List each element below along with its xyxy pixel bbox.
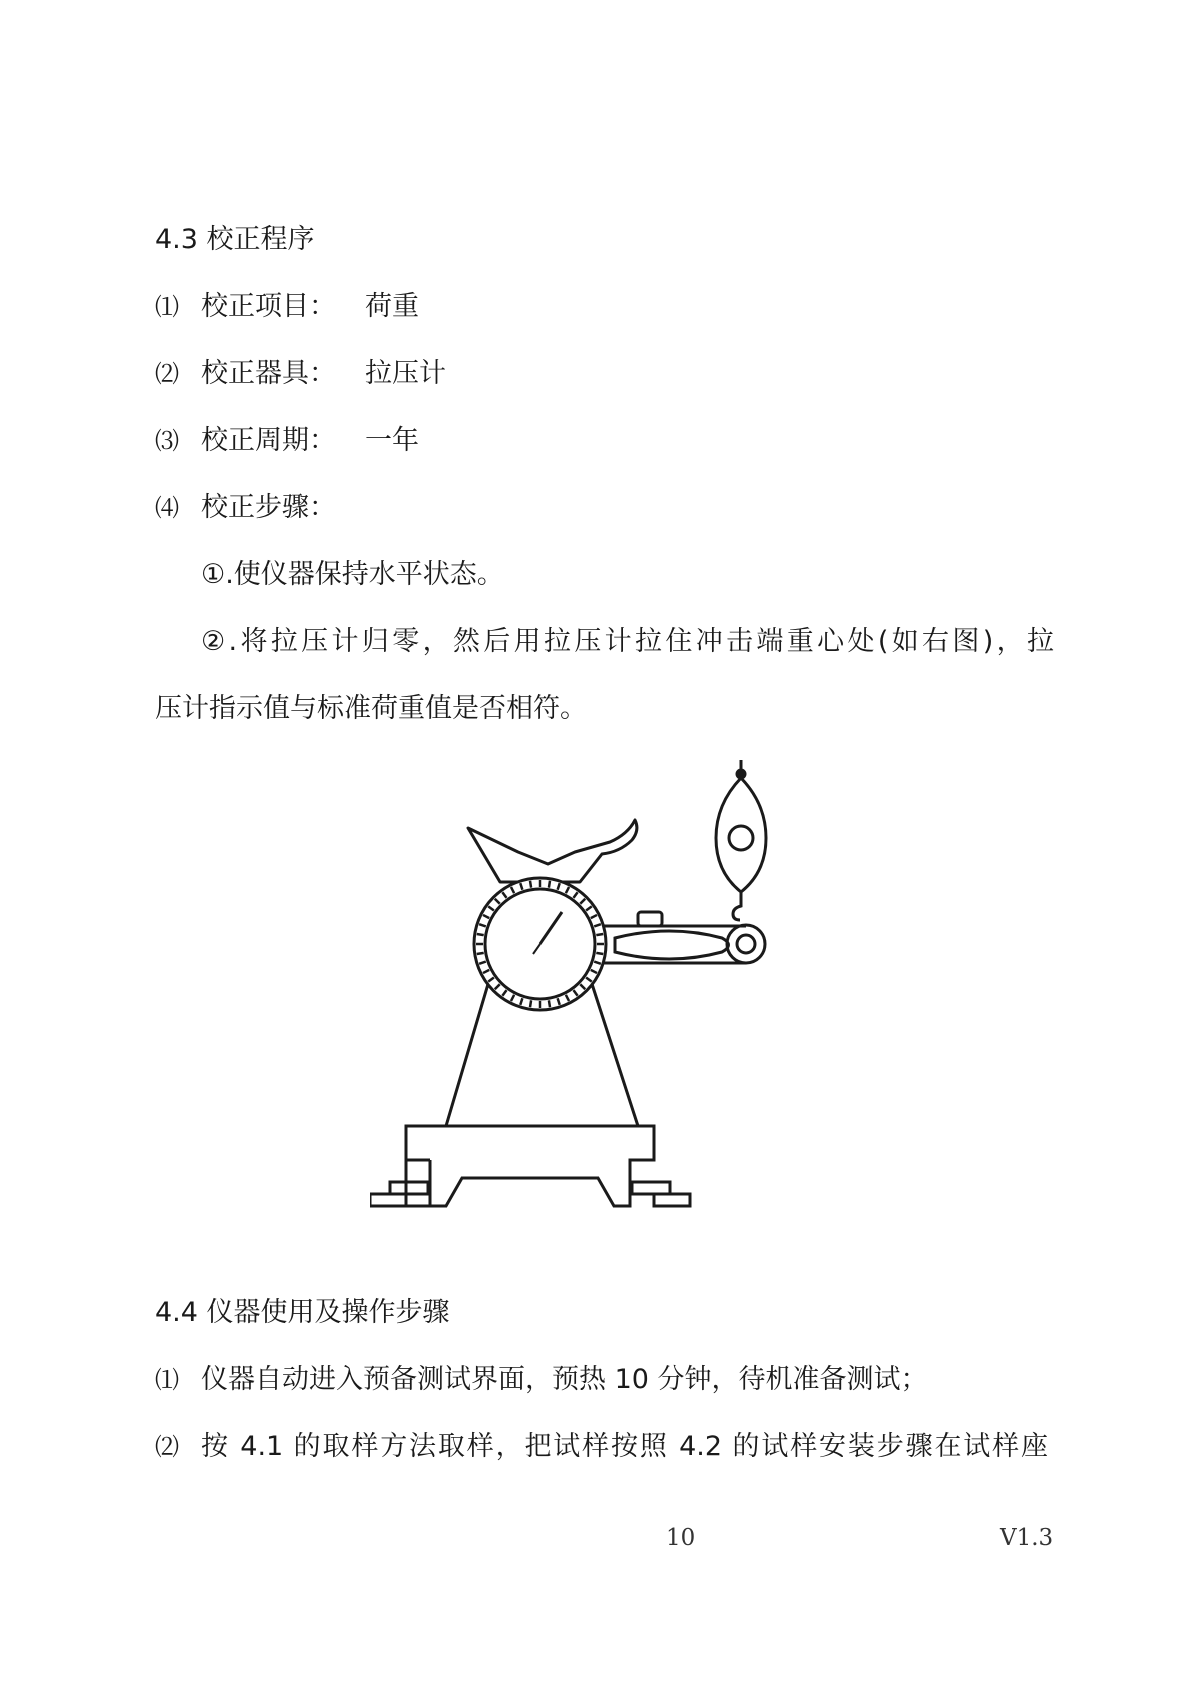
item-label: 校正周期： (201, 425, 336, 456)
support-leg-left (446, 984, 488, 1126)
step-2-line-1: ②.将拉压计归零，然后用拉压计拉住冲击端重心处(如右图)，拉 (201, 626, 1054, 657)
item-label: 校正器具： (201, 358, 336, 389)
item-text: 按 4.1 的取样方法取样，把试样按照 4.2 的试样安装步骤在试样座 (201, 1431, 1048, 1462)
dial-tick (530, 881, 531, 888)
item-number: ⑵ (155, 1433, 179, 1461)
item-value: 一年 (365, 425, 419, 456)
step-1-text: ①.使仪器保持水平状态。 (201, 559, 504, 590)
item-value: 拉压计 (365, 358, 446, 389)
base-icon (406, 1126, 654, 1206)
dial-tick (596, 934, 603, 935)
cradle-icon (468, 820, 637, 882)
push-pull-gauge-icon (716, 760, 766, 920)
page-number: 10 (666, 1525, 696, 1551)
impact-tester-calibration-diagram (370, 760, 820, 1220)
item-number: ⑵ (155, 360, 179, 388)
leveling-screw-right-icon (632, 1182, 690, 1206)
section-4-4-heading: 4.4 仪器使用及操作步骤 (155, 1297, 450, 1328)
dial-tick (549, 1000, 550, 1007)
dial-tick (549, 881, 550, 888)
section-4-3-heading: 4.3 校正程序 (155, 224, 315, 255)
dial-tick (530, 1000, 531, 1007)
dial-gauge-icon (474, 878, 606, 1010)
item-number: ⑶ (155, 427, 179, 455)
item-number: ⑴ (155, 293, 179, 321)
item-number: ⑴ (155, 1366, 179, 1394)
dial-tick (477, 953, 484, 954)
support-leg-right (592, 984, 638, 1126)
version-label: V1.3 (1000, 1525, 1054, 1551)
item-label: 校正步骤： (201, 492, 336, 523)
step-2-line-2: 压计指示值与标准荷重值是否相符。 (155, 693, 587, 724)
dial-tick (477, 934, 484, 935)
dial-tick (596, 953, 603, 954)
item-label: 校正项目： (201, 291, 336, 322)
item-value: 荷重 (365, 291, 419, 322)
leveling-screw-left-icon (370, 1182, 428, 1206)
item-text: 仪器自动进入预备测试界面，预热 10 分钟，待机准备测试； (201, 1364, 928, 1395)
item-number: ⑷ (155, 494, 179, 522)
